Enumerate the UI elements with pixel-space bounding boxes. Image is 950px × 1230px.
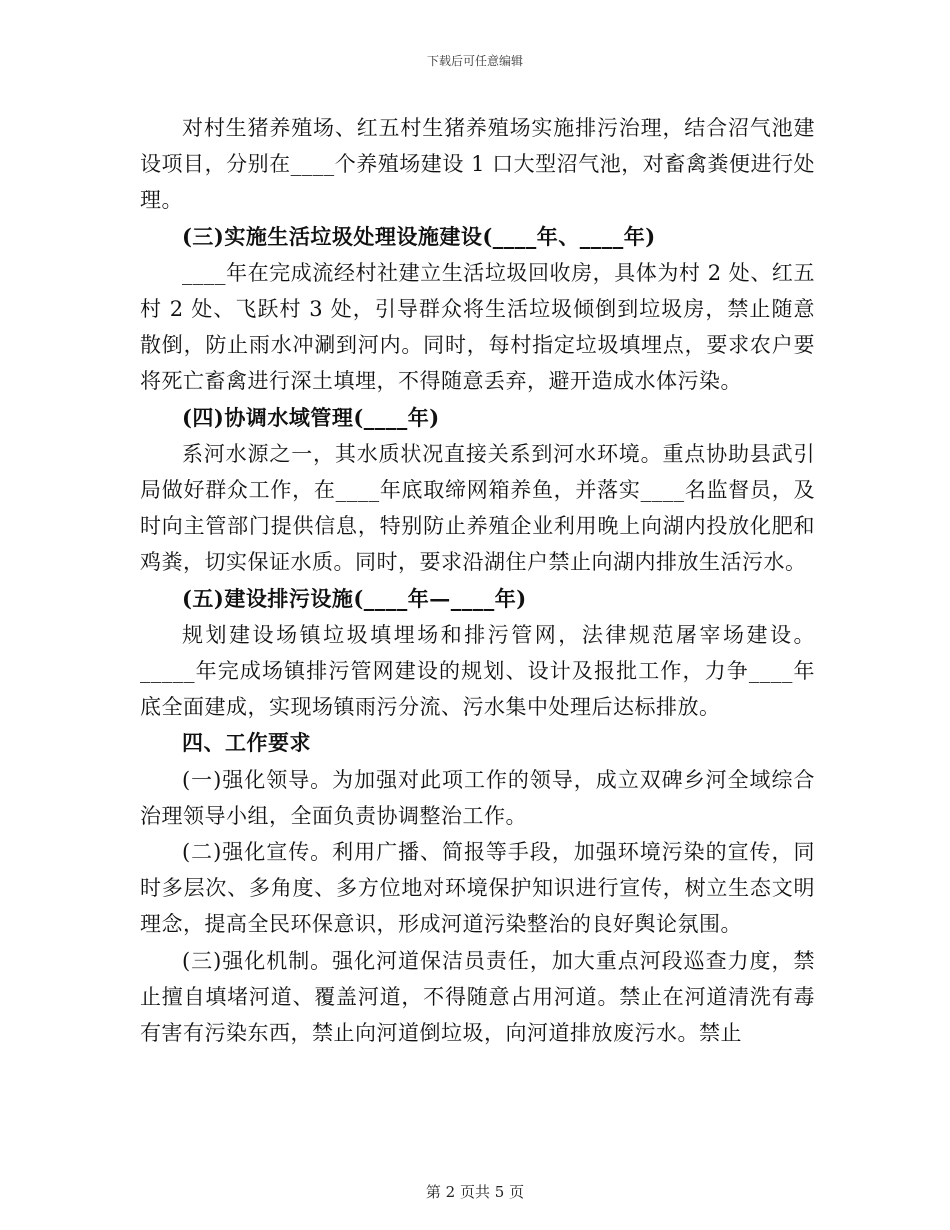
paragraph-sewage-facilities: 规划建设场镇垃圾填埋场和排污管网，法律规范屠宰场建设。_____年完成场镇排污管网建设的规划、设计及报批工作，力争____年底全面建成，实现场镇雨污分流、污水集中处理后达标排放。	[140, 622, 815, 720]
heading-garbage-facilities: (三)实施生活垃圾处理设施建设(____年、____年)	[182, 223, 656, 249]
paragraph-strengthen-publicity: (二)强化宣传。利用广播、简报等手段，加强环境污染的宣传，同时多层次、多角度、多方位地对环境保护知识进行宣传，树立生态文明理念，提高全民环保意识，形成河道污染整治的良好舆论氛围。	[140, 840, 815, 937]
document-body	[140, 110, 815, 1051]
heading-work-requirements: 四、工作要求	[182, 730, 311, 756]
paragraph-livestock-treatment: 对村生猪养殖场、红五村生猪养殖场实施排污治理，结合沼气池建设项目，分别在____个养殖场建设 1 口大型沼气池，对畜禽粪便进行处理。	[140, 116, 815, 213]
paragraph-strengthen-leadership: (一)强化领导。为加强对此项工作的领导，成立双碑乡河全域综合治理领导小组，全面负责协调整治工作。	[140, 767, 815, 828]
heading-water-management: (四)协调水域管理(____年)	[182, 404, 440, 430]
paragraph-strengthen-mechanism: (三)强化机制。强化河道保洁员责任，加大重点河段巡查力度，禁止擅自填堵河道、覆盖河道，不得随意占用河道。禁止在河道清洗有毒有害有污染东西，禁止向河道倒垃圾，向河道排放废污水。禁止	[140, 948, 815, 1046]
heading-sewage-facilities: (五)建设排污设施(____年—____年)	[182, 585, 527, 611]
paragraph-garbage-facilities: ____年在完成流经村社建立生活垃圾回收房，具体为村 2 处、红五村 2 处、飞跃村 3 处，引导群众将生活垃圾倾倒到垃圾房，禁止随意散倒，防止雨水冲涮到河内。同时，每村指定垃圾填埋点，要求农户要将死亡畜禽进行深土填埋，不得随意丢弃，避开造成水体污染。	[140, 260, 815, 394]
paragraph-water-management: 系河水源之一，其水质状况直接关系到河水环境。重点协助县武引局做好群众工作，在____年底取缔网箱养鱼，并落实____名监督员，及时向主管部门提供信息，特别防止养殖企业利用晚上向湖内投放化肥和鸡粪，切实保证水质。同时，要求沿湖住户禁止向湖内排放生活污水。	[140, 441, 815, 575]
page-footer: 第 2 页共 5 页	[425, 1183, 525, 1201]
page-header: 下载后可任意编辑	[426, 54, 523, 68]
